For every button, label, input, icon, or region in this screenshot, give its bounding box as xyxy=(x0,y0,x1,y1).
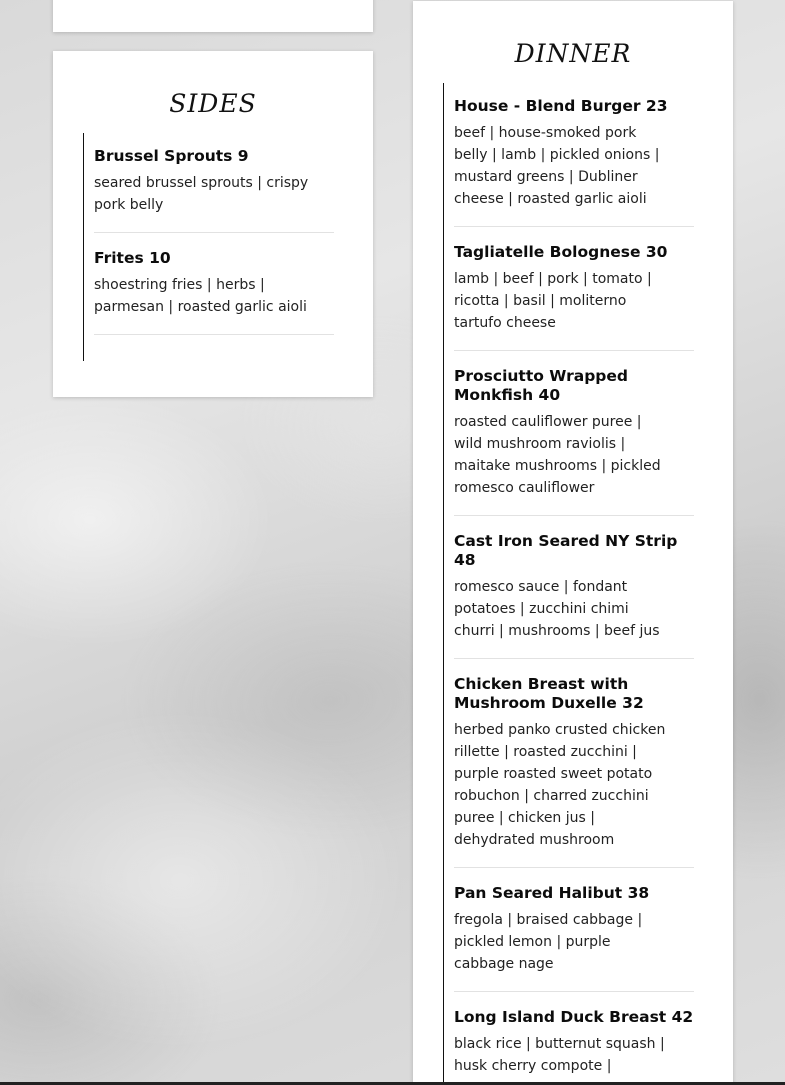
menu-item xyxy=(454,367,694,516)
menu-item-description: roasted cauliflower puree | wild mushroom raviolis | maitake mushrooms | pickled romesco cauliflower xyxy=(454,414,661,496)
menu-item-name: Brussel Sprouts 9 xyxy=(94,147,249,165)
menu-item-description: lamb | beef | pork | tomato | ricotta | basil | moliterno tartufo cheese xyxy=(454,271,652,331)
dinner-card xyxy=(413,1,733,1085)
sides-item-list xyxy=(83,133,335,361)
menu-item xyxy=(94,133,334,233)
menu-item-description: beef | house-smoked pork belly | lamb | pickled onions | mustard greens | Dubliner cheese | roasted garlic aioli xyxy=(454,125,660,207)
menu-item xyxy=(454,1008,694,1085)
menu-item-name: Cast Iron Seared NY Strip 48 xyxy=(454,532,678,569)
menu-item-description: seared brussel sprouts | crispy pork belly xyxy=(94,175,309,213)
menu-item-description: black rice | butternut squash | husk cherry compote | xyxy=(454,1036,665,1074)
menu-item-name: Pan Seared Halibut 38 xyxy=(454,884,650,902)
menu-item-name: Prosciutto Wrapped Monkfish 40 xyxy=(454,367,629,404)
menu-item-description: romesco sauce | fondant potatoes | zucchini chimi churri | mushrooms | beef jus xyxy=(454,579,660,639)
menu-item xyxy=(454,243,694,351)
sides-title: SIDES xyxy=(169,89,257,118)
dinner-item-list xyxy=(443,83,695,1085)
previous-menu-card xyxy=(53,0,373,32)
menu-item-name: Frites 10 xyxy=(94,249,171,267)
menu-item-name: House - Blend Burger 23 xyxy=(454,97,668,115)
dinner-title: DINNER xyxy=(514,39,632,68)
sides-card xyxy=(53,51,373,397)
menu-item xyxy=(454,532,694,659)
menu-item-description: shoestring fries | herbs | parmesan | roasted garlic aioli xyxy=(94,277,307,315)
menu-item-description: herbed panko crusted chicken rillette | roasted zucchini | purple roasted sweet potato robuchon | charred zucchini puree | chicken jus | dehydrated mushroom xyxy=(454,722,666,848)
menu-item xyxy=(454,675,694,868)
menu-item xyxy=(94,249,334,335)
menu-item-name: Tagliatelle Bolognese 30 xyxy=(454,243,668,261)
menu-item xyxy=(454,83,694,227)
menu-item-name: Chicken Breast with Mushroom Duxelle 32 xyxy=(454,675,644,712)
menu-item xyxy=(454,884,694,992)
menu-item-description: fregola | braised cabbage | pickled lemon | purple cabbage nage xyxy=(454,912,643,972)
menu-item-name: Long Island Duck Breast 42 xyxy=(454,1008,694,1026)
